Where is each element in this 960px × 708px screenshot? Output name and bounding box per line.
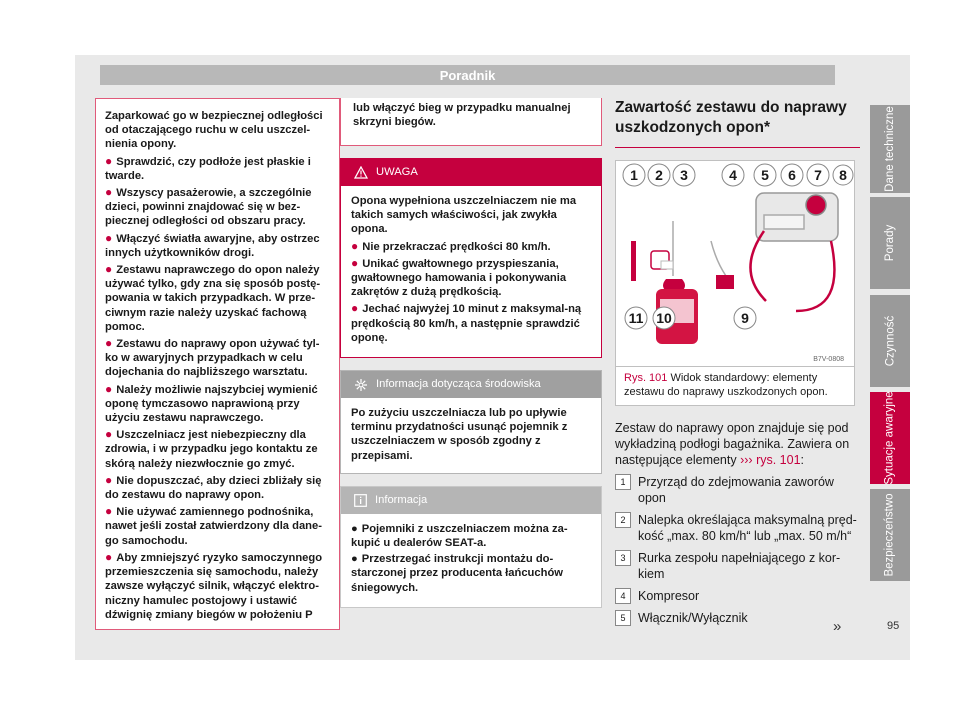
warning-intro: Opona wypełniona uszczelniaczem nie ma takich samych właściwości, jak zwykła opona.	[351, 195, 577, 236]
bullet-dot-icon: ●	[105, 504, 113, 519]
item-number: 1	[615, 474, 631, 490]
safety-steps-box	[95, 98, 340, 630]
repair-kit-figure	[615, 160, 855, 367]
bullet-dot-icon: ●	[105, 381, 113, 396]
tab-sytuacje-awaryjne[interactable]: Sytuacje awaryjne	[870, 392, 910, 484]
callout-label: 11	[628, 310, 644, 326]
bullet-dot-icon: ●	[351, 522, 358, 535]
callout-label: 6	[788, 167, 796, 183]
info-bullet: ● Przestrzegać instrukcji montażu do-starczonej przez producenta łańcuchów śniegowych.	[351, 553, 563, 594]
item-number: 5	[615, 610, 631, 626]
safety-bullet: ● Nie dopuszczać, aby dzieci zbliżały się do zestawu do naprawy opon.	[105, 472, 322, 502]
bullet-dot-icon: ●	[105, 185, 113, 200]
item-text: Kompresor	[638, 589, 700, 603]
safety-bullet: ● Zestawu naprawczego do opon należy używać tylko, gdy zna się sposób postę-powania w takich przypadkach. W prze-ciwnym razie należy uzyskać fachową pomoc.	[105, 262, 321, 333]
bullet-dot-icon: ●	[105, 472, 113, 487]
safety-intro: Zaparkować go w bezpiecznej odległości od otaczającego ruchu w celu uszczel-nienia opony.	[105, 110, 323, 151]
info-body	[341, 514, 601, 607]
warning-bullet: ● Jechać najwyżej 10 minut z maksymal-ną prędkością 80 km/h, a następnie sprawdzić oponę.	[351, 301, 582, 344]
callout-label: 9	[741, 310, 749, 326]
figure-reference-link[interactable]: rys. 101	[756, 453, 801, 467]
item-text: Nalepka określająca maksymalną pręd-kość „max. 80 km/h“ lub „max. 50 m/h“	[638, 513, 857, 543]
figure-caption-text: Widok standardowy: elementy zestawu do naprawy uszkodzonych opon.	[624, 372, 828, 398]
warning-header	[341, 159, 601, 186]
bullet-dot-icon: ●	[105, 153, 113, 168]
safety-bullet: ● Sprawdzić, czy podłoże jest płaskie i twarde.	[105, 153, 311, 182]
safety-bullet: ● Włączyć światła awaryjne, aby ostrzec innych użytkowników drogi.	[105, 230, 320, 259]
safety-bullet: ● Uszczelniacz jest niebezpieczny dla zdrowia, i w przypadku jego kontaktu ze skórą należy niezwłocznie go zmyć.	[105, 427, 318, 470]
repair-kit-illustration	[616, 161, 854, 366]
environment-header	[341, 371, 601, 398]
item-text: Rurka zespołu napełniającego z kor-kiem	[638, 551, 841, 581]
list-item	[615, 550, 860, 582]
bullet-dot-icon: ●	[105, 427, 113, 442]
header-title: Poradnik	[439, 68, 496, 83]
callout-label: 1	[630, 167, 638, 183]
info-box	[340, 486, 602, 608]
header-bar	[100, 65, 835, 85]
warning-body	[341, 186, 601, 357]
bullet-dot-icon: ●	[105, 336, 113, 351]
item-number: 4	[615, 588, 631, 604]
list-item	[615, 610, 860, 626]
warning-bullet: ● Nie przekraczać prędkości 80 km/h.	[351, 238, 551, 253]
info-title: Informacja	[375, 494, 428, 507]
middle-column	[340, 98, 602, 608]
callout-label: 7	[814, 167, 822, 183]
bullet-dot-icon: ●	[351, 255, 359, 270]
tab-dane-techniczne[interactable]: Dane techniczne	[870, 105, 910, 193]
warning-title: UWAGA	[376, 166, 418, 179]
callout-label: 8	[839, 167, 847, 183]
bullet-dot-icon: ●	[105, 262, 113, 277]
right-column	[615, 98, 860, 632]
tab-bezpieczenstwo[interactable]: Bezpieczeństwo	[870, 489, 910, 581]
environment-body: Po zużyciu uszczelniacza lub po upływie terminu przydatności usunąć pojemnik z uszczelniaczem w sposób zgodny z przepisami.	[351, 407, 568, 462]
bullet-dot-icon: ●	[351, 553, 358, 566]
continued-text: lub włączyć bieg w przypadku manualnej skrzyni biegów.	[340, 98, 602, 146]
callout-label: 5	[761, 167, 769, 183]
safety-bullet: ● Zestawu do naprawy opon używać tyl-ko w awaryjnych przypadkach w celu dojechania do najbliższego warsztatu.	[105, 336, 320, 379]
warning-triangle-icon	[354, 166, 368, 179]
bullet-dot-icon: ●	[351, 238, 359, 253]
environment-leaf-icon	[354, 378, 368, 392]
page-number: 95	[887, 620, 900, 632]
figure-caption-label: Rys. 101	[624, 372, 668, 384]
info-bullet: ● Pojemniki z uszczelniaczem można za-kupić u dealerów SEAT-a.	[351, 522, 568, 550]
item-text: Przyrząd do zdejmowania zaworów opon	[638, 475, 834, 505]
reference-arrow: ›››	[740, 453, 753, 467]
list-item	[615, 588, 860, 604]
callout-label: 2	[655, 167, 663, 183]
list-item	[615, 512, 860, 544]
environment-title: Informacja dotycząca środowiska	[376, 378, 541, 391]
item-text: Włącznik/Wyłącznik	[638, 611, 748, 625]
list-item	[615, 474, 860, 506]
figure-code: B7V-0808	[813, 356, 844, 363]
bullet-dot-icon: ●	[105, 549, 113, 564]
safety-bullet: ● Aby zmniejszyć ryzyko samoczynnego przemieszczenia się samochodu, należy zawsze wyłączyć silnik, włączyć elektro-niczny hamulec postojowy i ustawić dźwignię zmiany biegów w położeniu P	[105, 549, 323, 621]
warning-box	[340, 158, 602, 358]
continue-marker-icon: »	[833, 618, 842, 635]
section-title: Zawartość zestawu do naprawy uszkodzonych opon*	[615, 98, 860, 148]
bullet-dot-icon: ●	[105, 230, 113, 245]
info-header	[341, 487, 601, 514]
manual-page	[75, 55, 910, 660]
warning-bullet: ● Unikać gwałtownego przyspieszania, gwałtownego hamowania i pokonywania zakrętów z dużą prędkością.	[351, 255, 567, 299]
safety-bullet: ● Należy możliwie najszybciej wymienić oponę tymczasowo naprawioną przy użyciu zestawu naprawczego.	[105, 381, 318, 425]
callout-label: 4	[729, 167, 737, 183]
callout-label: 3	[680, 167, 688, 183]
figure-caption	[615, 367, 855, 406]
environment-box	[340, 370, 602, 474]
safety-bullet: ● Nie używać zamiennego podnośnika, nawet jeśli został zatwierdzony dla dane-go samochodu.	[105, 504, 322, 547]
item-number: 2	[615, 512, 631, 528]
safety-bullet: ● Wszyscy pasażerowie, a szczególnie dzieci, powinni znajdować się w bez-piecznej odległości od obszaru pracy.	[105, 185, 312, 228]
kit-elements-list	[615, 474, 860, 626]
callout-label: 10	[656, 310, 672, 326]
info-icon	[354, 494, 367, 507]
bullet-dot-icon: ●	[351, 301, 359, 316]
tab-porady[interactable]: Porady	[870, 197, 910, 289]
item-number: 3	[615, 550, 631, 566]
kit-intro: Zestaw do naprawy opon znajduje się pod wykładziną podłogi bagażnika. Zawiera on następujące elementy ››› rys. 101:	[615, 421, 850, 467]
tab-czynnosc[interactable]: Czynność	[870, 295, 910, 387]
